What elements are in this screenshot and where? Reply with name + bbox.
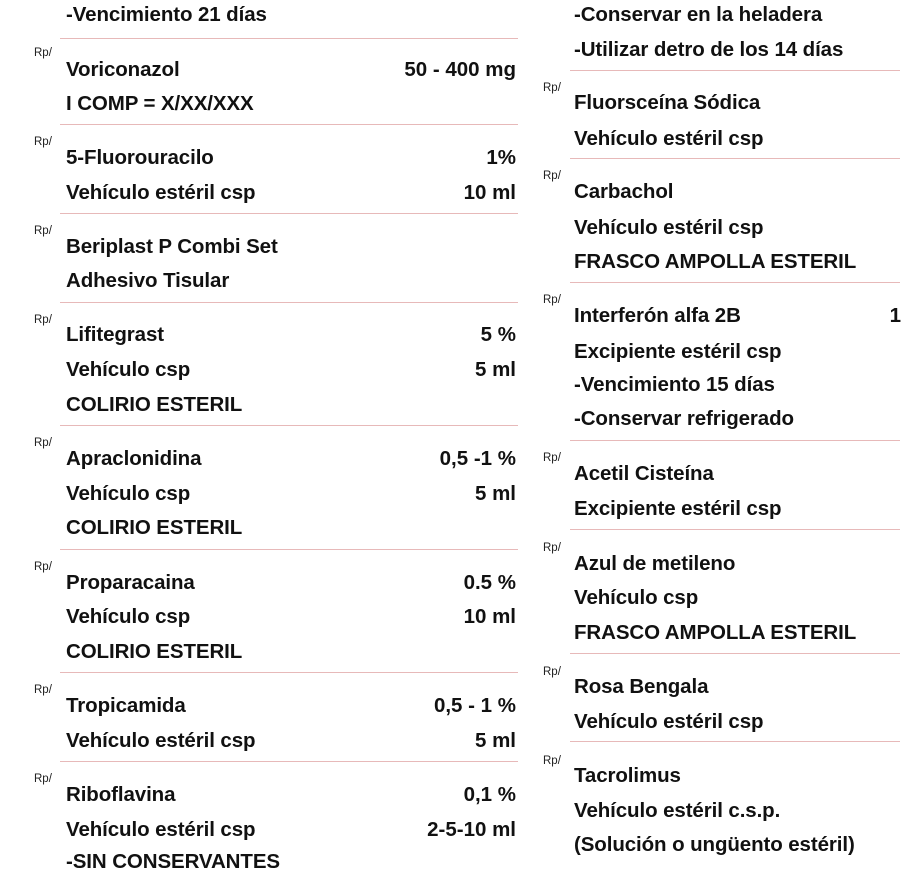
- rp-marker: Rp/: [543, 82, 561, 94]
- separator-line: [570, 282, 900, 283]
- separator-line: [570, 653, 900, 654]
- ingredient-quantity: 1: [889, 304, 901, 327]
- ingredient-detail: Vehículo csp: [66, 358, 191, 381]
- ingredient-detail: Vehículo estéril csp: [574, 710, 764, 733]
- separator-line: [60, 425, 518, 426]
- ingredient-quantity: 0.5 %: [463, 571, 516, 594]
- ingredient-detail: Vehículo csp: [66, 605, 191, 628]
- separator-line: [60, 38, 518, 39]
- ingredient-quantity: 50 - 400 mg: [404, 58, 516, 81]
- ingredient-detail: FRASCO AMPOLLA ESTERIL: [574, 250, 857, 273]
- rp-marker: Rp/: [34, 225, 52, 237]
- ingredient-quantity: 5 ml: [474, 482, 516, 505]
- ingredient-detail: COLIRIO ESTERIL: [66, 393, 243, 416]
- top-line: -Conservar en la heladera: [574, 3, 823, 26]
- ingredient-detail: -SIN CONSERVANTES: [66, 850, 280, 873]
- ingredient-quantity: 0,1 %: [463, 783, 516, 806]
- ingredient-name: Fluorsceína Sódica: [574, 91, 761, 114]
- separator-line: [60, 672, 518, 673]
- ingredient-detail: I COMP = X/XX/XXX: [66, 92, 254, 115]
- ingredient-name: Lifitegrast: [66, 323, 164, 346]
- ingredient-detail: -Conservar refrigerado: [574, 407, 794, 430]
- ingredient-detail: COLIRIO ESTERIL: [66, 516, 243, 539]
- rp-marker: Rp/: [34, 684, 52, 696]
- ingredient-name: Tacrolimus: [574, 764, 681, 787]
- ingredient-name: Beriplast P Combi Set: [66, 235, 278, 258]
- separator-line: [60, 302, 518, 303]
- ingredient-detail: Vehículo csp: [574, 586, 699, 609]
- ingredient-quantity: 10 ml: [463, 181, 516, 204]
- separator-line: [570, 158, 900, 159]
- ingredient-name: Rosa Bengala: [574, 675, 709, 698]
- ingredient-quantity: 5 ml: [474, 358, 516, 381]
- rp-marker: Rp/: [543, 666, 561, 678]
- ingredient-name: 5-Fluorouracilo: [66, 146, 214, 169]
- ingredient-quantity: 0,5 -1 %: [439, 447, 516, 470]
- ingredient-name: Carbachol: [574, 180, 674, 203]
- ingredient-name: Tropicamida: [66, 694, 186, 717]
- separator-line: [570, 529, 900, 530]
- ingredient-detail: Adhesivo Tisular: [66, 269, 230, 292]
- rp-marker: Rp/: [34, 561, 52, 573]
- rp-marker: Rp/: [543, 755, 561, 767]
- ingredient-name: Acetil Cisteína: [574, 462, 714, 485]
- ingredient-detail: (Solución o ungüento estéril): [574, 833, 855, 856]
- ingredient-detail: COLIRIO ESTERIL: [66, 640, 243, 663]
- rp-marker: Rp/: [34, 437, 52, 449]
- ingredient-detail: Vehículo estéril csp: [574, 216, 764, 239]
- separator-line: [60, 761, 518, 762]
- ingredient-name: Azul de metileno: [574, 552, 736, 575]
- ingredient-detail: Vehículo csp: [66, 482, 191, 505]
- separator-line: [570, 741, 900, 742]
- ingredient-detail: Vehículo estéril csp: [66, 181, 256, 204]
- ingredient-quantity: 1%: [486, 146, 516, 169]
- separator-line: [60, 213, 518, 214]
- ingredient-detail: Vehículo estéril csp: [66, 729, 256, 752]
- ingredient-detail: Vehículo estéril csp: [66, 818, 256, 841]
- ingredient-quantity: 10 ml: [463, 605, 516, 628]
- rp-marker: Rp/: [34, 314, 52, 326]
- ingredient-detail: FRASCO AMPOLLA ESTERIL: [574, 621, 857, 644]
- rp-marker: Rp/: [543, 294, 561, 306]
- rp-marker: Rp/: [543, 452, 561, 464]
- ingredient-quantity: 5 %: [480, 323, 516, 346]
- ingredient-quantity: 5 ml: [474, 729, 516, 752]
- separator-line: [60, 549, 518, 550]
- ingredient-name: Apraclonidina: [66, 447, 202, 470]
- separator-line: [60, 124, 518, 125]
- ingredient-name: Interferón alfa 2B: [574, 304, 741, 327]
- rp-marker: Rp/: [34, 47, 52, 59]
- separator-line: [570, 70, 900, 71]
- ingredient-name: Proparacaina: [66, 571, 195, 594]
- ingredient-detail: Excipiente estéril csp: [574, 340, 782, 363]
- separator-line: [570, 440, 900, 441]
- ingredient-quantity: 2-5-10 ml: [427, 818, 516, 841]
- rp-marker: Rp/: [543, 542, 561, 554]
- ingredient-detail: Vehículo estéril csp: [574, 127, 764, 150]
- ingredient-detail: Vehículo estéril c.s.p.: [574, 799, 781, 822]
- ingredient-name: Riboflavina: [66, 783, 176, 806]
- ingredient-quantity: 0,5 - 1 %: [433, 694, 516, 717]
- rp-marker: Rp/: [543, 170, 561, 182]
- ingredient-name: Voriconazol: [66, 58, 180, 81]
- rp-marker: Rp/: [34, 773, 52, 785]
- top-line: -Vencimiento 21 días: [66, 3, 267, 26]
- ingredient-detail: Excipiente estéril csp: [574, 497, 782, 520]
- top-line: -Utilizar detro de los 14 días: [574, 38, 844, 61]
- rp-marker: Rp/: [34, 136, 52, 148]
- ingredient-detail: -Vencimiento 15 días: [574, 373, 775, 396]
